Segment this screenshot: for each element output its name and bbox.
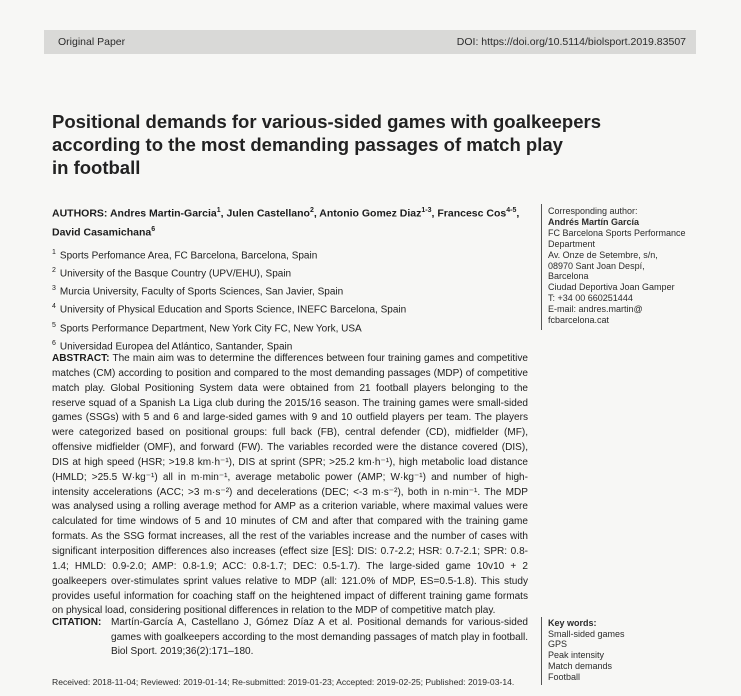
keyword-item: Football bbox=[548, 671, 581, 682]
corresponding-line: Department bbox=[548, 238, 596, 249]
keyword-item: Match demands bbox=[548, 660, 613, 671]
author-name: Andres Martin-Garcia bbox=[109, 207, 217, 220]
abstract-text: The main aim was to determine the differences between four training games and competitive matches (CM) according to position and compared to the most demanding passages (MDP) of competitive match play. Global Positioning System data were obtained from 21 football players belonging to the reserve squad of a Spanish La Liga club during the 2015/16 season. The training games were small-sided games (SSGs) with 5 and 6 and large-sided games with 9 and 10 outfield players per team. The players were categorized based on positional groups: full back (FB), central defender (CD), midfielder (MF), offensive midfielder (OMF), and forward (FW). The variables recorded were the distance covered (DIS), DIS at high speed (HSR; >19.8 km·h⁻¹), DIS at sprint (SPR; >25.2 km·h⁻¹), high metabolic load distance (HMLD; >25.5 W·kg⁻¹) all in m·min⁻¹, average metabolic power (AMP; W·kg⁻¹) and number of high-intensity accelerations (ACC; >3 m·s⁻²) and decelerations (DEC; <-3 m·s⁻²), both in n·min⁻¹. The MDP was analysed using a rolling average method for AMP as a criterion variable, where maximal values were calculated for time windows of 5 and 10 minutes of CM and after that compared with the training game formats. As the SSG format increases, all the rest of the variables increase and the number of cases with significant interposition differences also increases (effect size [ES]: DIS: 0.7-2.2; HSR: 0.7-2.1; SPR: 0.8-1.4; HMLD: 0.9-2.0; AMP: 0.8-1.9; ACC: 0.8-1.7; DEC: 0.5-1.7). The large-sided game 10v10 + 2 goalkeepers over-stimulates sprint values relative to MDP (all: 121.0% of MDP, ES=0.5-1.8). This study provides useful information for coaching staff on the heightened impact of different training game formats on physical load, considering positional differences in relation to the MDP of competitive match play. bbox=[52, 353, 528, 617]
sidebar-divider bbox=[541, 204, 542, 330]
abstract bbox=[52, 352, 528, 619]
affiliation-item bbox=[52, 282, 537, 300]
affiliation-text: Sports Perfomance Area, FC Barcelona, Barcelona, Spain bbox=[59, 250, 318, 262]
affiliation-text: Universidad Europea del Atlántico, Santander, Spain bbox=[59, 340, 293, 352]
publication-dates: Received: 2018-11-04; Reviewed: 2019-01-14; Re-submitted: 2019-01-23; Accepted: 2019-02-25; Published: 2019-03-14. bbox=[52, 677, 515, 687]
affiliation-item bbox=[52, 246, 537, 264]
affiliation-item bbox=[52, 300, 537, 318]
corresponding-line: Av. Onze de Setembre, s/n, bbox=[548, 249, 658, 260]
affiliation-text: University of Physical Education and Sports Science, INEFC Barcelona, Spain bbox=[59, 304, 407, 316]
title-line: in football bbox=[52, 157, 141, 178]
corresponding-line: 08970 Sant Joan Despí, bbox=[548, 260, 645, 271]
affiliation-text: Sports Performance Department, New York City FC, New York, USA bbox=[59, 322, 362, 334]
doi-link[interactable]: DOI: https://doi.org/10.5114/biolsport.2019.83507 bbox=[456, 36, 686, 48]
keyword-item: Small-sided games bbox=[548, 628, 625, 639]
affiliation-item bbox=[52, 264, 537, 282]
corresponding-line: Ciudad Deportiva Joan Gamper bbox=[548, 282, 675, 293]
paper-title bbox=[52, 110, 652, 179]
title-line: Positional demands for various-sided games with goalkeepers bbox=[52, 111, 601, 132]
corresponding-line: FC Barcelona Sports Performance bbox=[548, 227, 686, 238]
author-affiliation-mark: 1 bbox=[216, 207, 221, 214]
affiliation-text: Murcia University, Faculty of Sports Sciences, San Javier, Spain bbox=[59, 286, 344, 298]
corresponding-email[interactable]: fcbarcelona.cat bbox=[548, 315, 610, 326]
corresponding-name: Andrés Martín García bbox=[548, 216, 640, 227]
header-bar bbox=[44, 30, 696, 54]
keyword-item: GPS bbox=[548, 639, 568, 650]
corresponding-email[interactable]: E-mail: andres.martin@ bbox=[548, 304, 643, 315]
corresponding-line: Barcelona bbox=[548, 271, 589, 282]
affiliation-number: 3 bbox=[52, 285, 56, 293]
author-name: Julen Castellano bbox=[226, 207, 310, 220]
keyword-item: Peak intensity bbox=[548, 650, 605, 661]
citation bbox=[52, 616, 528, 660]
affiliation-number: 6 bbox=[52, 339, 56, 347]
affiliation-number: 2 bbox=[52, 267, 56, 275]
title-line: according to the most demanding passages of match play bbox=[52, 134, 563, 155]
author-affiliation-mark: 6 bbox=[151, 225, 156, 233]
author-name: David Casamichana bbox=[52, 226, 152, 238]
authors-label: AUTHORS: bbox=[52, 207, 108, 220]
affiliation-number: 5 bbox=[52, 321, 56, 329]
author-name: Francesc Cos bbox=[437, 207, 507, 220]
author-affiliation-mark: 4-5 bbox=[506, 207, 517, 214]
abstract-label: ABSTRACT: bbox=[52, 353, 110, 364]
article-type: Original Paper bbox=[58, 36, 126, 48]
sidebar-divider bbox=[541, 617, 542, 685]
keywords bbox=[548, 618, 698, 682]
affiliation-item bbox=[52, 319, 537, 337]
citation-text: Martín-García A, Castellano J, Gómez Díaz A et al. Positional demands for various-sided games with goalkeepers according to the most demanding passages of match play in football. Biol Sport. 2019;36(2):171–180. bbox=[111, 617, 528, 658]
affiliation-text: University of the Basque Country (UPV/EHU), Spain bbox=[59, 268, 292, 280]
corresponding-line: T: +34 00 660251444 bbox=[548, 293, 633, 304]
keywords-label: Key words: bbox=[548, 618, 597, 628]
author-list: AUTHORS: Andres Martin-Garcia$^1$, Julen Castellano$^2$, Antonio Gomez Diaz$^{1-3}$, Francesc Cos$^{4-5}$, David Casamichana$^6$ bbox=[52, 207, 520, 238]
author-name: Antonio Gomez Diaz bbox=[319, 207, 422, 220]
author-affiliation-mark: 1-3 bbox=[421, 207, 432, 214]
affiliation-list bbox=[52, 246, 537, 355]
author-affiliation-mark: 2 bbox=[309, 207, 314, 214]
affiliation-number: 1 bbox=[52, 249, 56, 256]
affiliation-number: 4 bbox=[52, 303, 56, 311]
citation-label: CITATION: bbox=[52, 617, 102, 628]
corresponding-label: Corresponding author: bbox=[548, 206, 638, 216]
corresponding-author bbox=[548, 206, 698, 326]
